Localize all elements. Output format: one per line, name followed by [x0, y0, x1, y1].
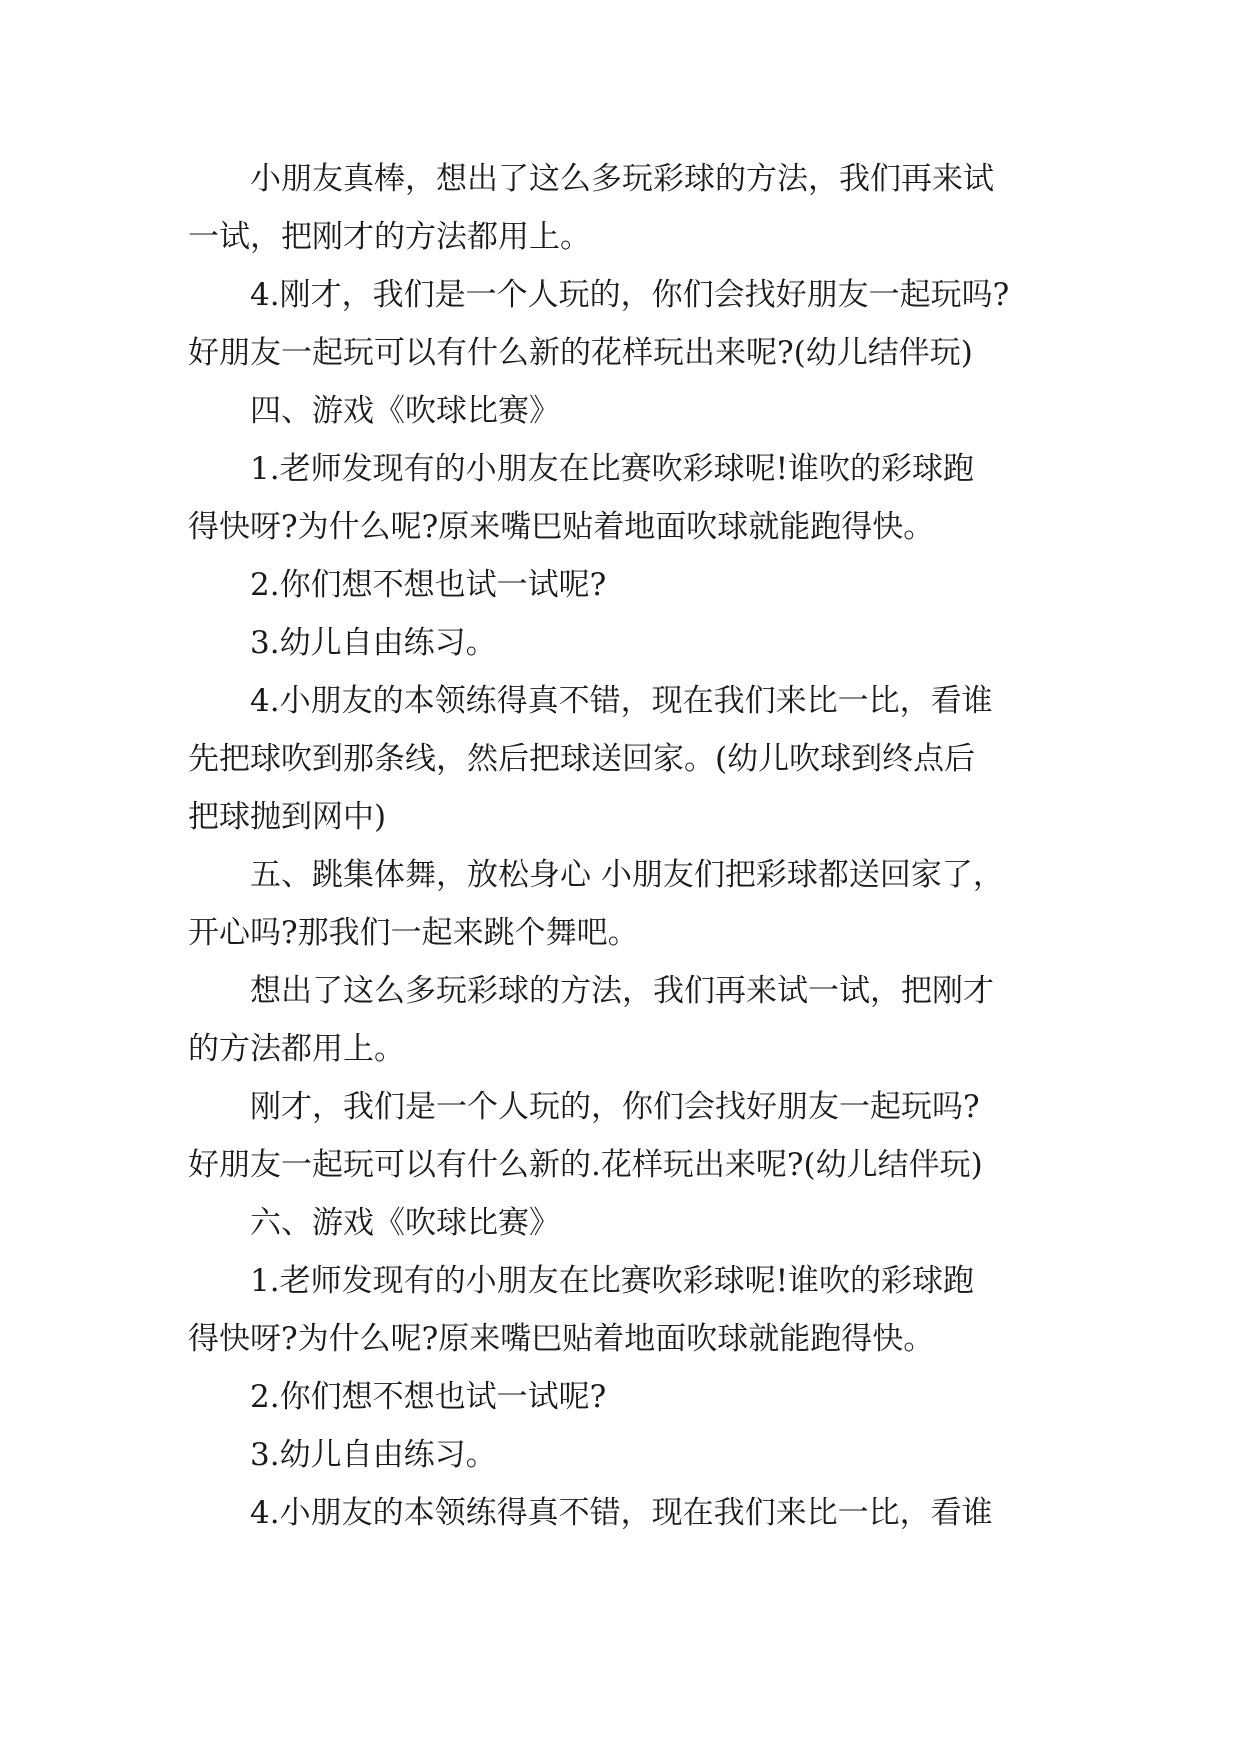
text-line: 3.幼儿自由练习。 — [250, 1437, 497, 1473]
text-line: 得快呀?为什么呢?原来嘴巴贴着地面吹球就能跑得快。 — [188, 1321, 935, 1357]
text-line: 小朋友真棒，想出了这么多玩彩球的方法，我们再来试 — [250, 161, 994, 197]
text-line: 开心吗?那我们一起来跳个舞吧。 — [188, 915, 639, 951]
text-line: 2.你们想不想也试一试呢? — [250, 1379, 607, 1415]
text-line: 四、游戏《吹球比赛》 — [250, 393, 560, 429]
document-body — [188, 150, 1058, 1542]
text-line: 一试，把刚才的方法都用上。 — [188, 219, 591, 255]
text-line: 先把球吹到那条线，然后把球送回家。(幼儿吹球到终点后 — [188, 741, 976, 777]
text-line: 想出了这么多玩彩球的方法，我们再来试一试，把刚才 — [250, 973, 994, 1009]
text-line: 好朋友一起玩可以有什么新的花样玩出来呢?(幼儿结伴玩) — [188, 335, 973, 371]
text-line: 六、游戏《吹球比赛》 — [250, 1205, 560, 1241]
text-line: 4.小朋友的本领练得真不错，现在我们来比一比，看谁 — [250, 1495, 993, 1531]
text-line: 的方法都用上。 — [188, 1031, 405, 1067]
text-line: 把球抛到网中) — [188, 799, 387, 835]
text-line: 五、跳集体舞，放松身心 小朋友们把彩球都送回家了， — [250, 857, 1004, 893]
text-line: 1.老师发现有的小朋友在比赛吹彩球呢!谁吹的彩球跑 — [250, 1263, 975, 1299]
text-line: 好朋友一起玩可以有什么新的.花样玩出来呢?(幼儿结伴玩) — [188, 1147, 983, 1183]
text-line: 4.小朋友的本领练得真不错，现在我们来比一比，看谁 — [250, 683, 993, 719]
text-line: 3.幼儿自由练习。 — [250, 625, 497, 661]
text-line: 得快呀?为什么呢?原来嘴巴贴着地面吹球就能跑得快。 — [188, 509, 935, 545]
text-line: 2.你们想不想也试一试呢? — [250, 567, 607, 603]
text-line: 刚才，我们是一个人玩的，你们会找好朋友一起玩吗? — [250, 1089, 980, 1125]
text-line: 1.老师发现有的小朋友在比赛吹彩球呢!谁吹的彩球跑 — [250, 451, 975, 487]
text-line: 4.刚才，我们是一个人玩的，你们会找好朋友一起玩吗? — [250, 277, 1010, 313]
